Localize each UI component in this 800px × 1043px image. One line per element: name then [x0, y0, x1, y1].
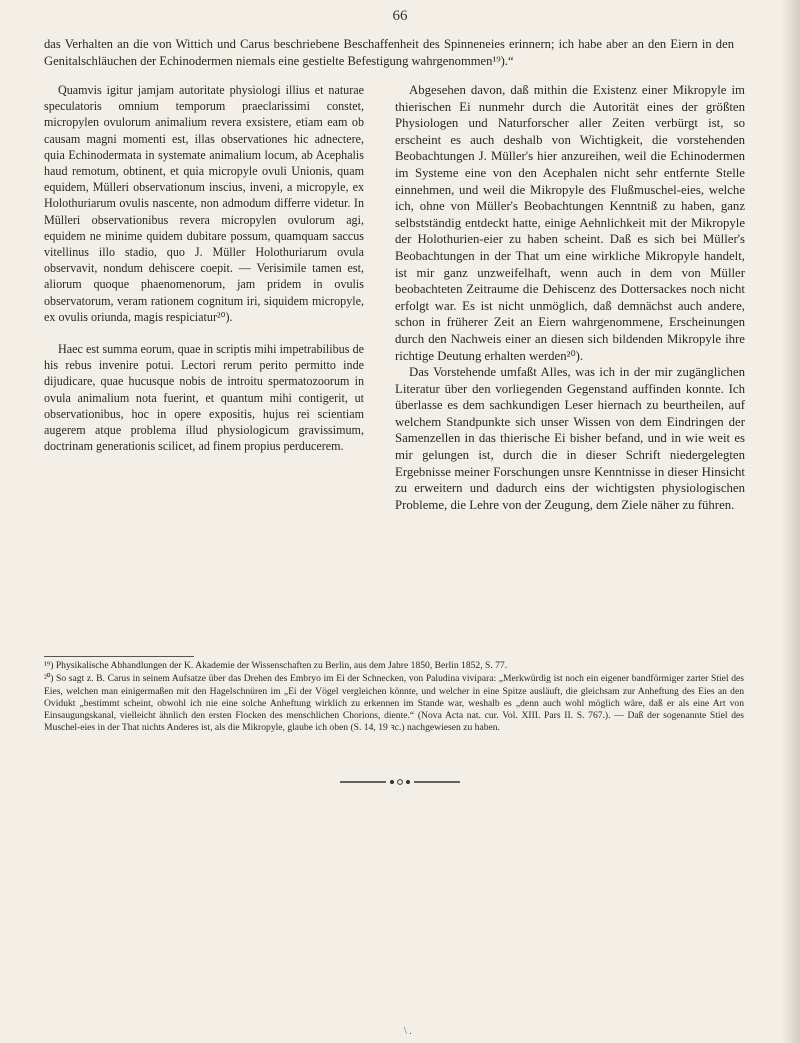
german-column	[395, 82, 745, 513]
footnote-19: ¹⁹) Physikalische Abhandlungen der K. Akademie der Wissenschaften zu Berlin, aus dem Jahre 1850, Berlin 1852, S. 77.	[44, 660, 508, 671]
ornamental-divider	[340, 779, 460, 785]
latin-paragraph-1: Quamvis igitur jamjam autoritate physiologi illius et naturae speculatoris omnium temporum praeclarissimi constet, micropylen ovulorum animalium revera exsistere, etiam eam ob causam magni momenti est, illas observationes hic adnectere, quia Echinodermata in systemate animalium locum, ab Acephalis haud remotum, obtinent, et quia micropyle ovuli Unionis, quam equidem, Mülleri observationum inscius, inveni, a micropyle, ex Holothuriarum ovulis nascente, non admodum differre videtur. In Mülleri observationibus revera micropylen ovulorum agi, equidem ne minime quidem dubitare possum, quamquam saccus vitellinus illo stadio, quo J. Müller Holothuriarum ovula observavit, nondum dehiscere coepit. — Verisimile tamen est, aliorum quoque phaenomenorum, jam pridem in ovulis observatorum, veram rationem cognitum iri, siquidem micropyle, ex ovulis oriunda, magis respiciatur²⁰).	[44, 83, 364, 324]
latin-column	[44, 82, 364, 454]
stray-mark: \ .	[404, 1026, 412, 1037]
footnote-rule	[44, 656, 194, 657]
german-paragraph-1: Abgesehen davon, daß mithin die Existenz einer Mikropyle im thierischen Ei nunmehr durch die Autorität eines der größten Physiologen und Naturforscher aller Zeiten verbürgt ist, so erscheint es auch deshalb von Wichtigkeit, die vorstehenden Beobachtungen J. Müller's hier anzureihen, weil die Echinodermen im Systeme eine von den Acephalen nicht sehr entfernte Stelle einnehmen, und weil die Mikropyle des Flußmuschel-eies, welche ich, ohne von Müller's Beobachtungen Kenntniß zu haben, ganz selbstständig entdeckt hatte, einige Aehnlichkeit mit der Mikropyle der Holothurien-eier zu haben scheint. Daß es sich bei Müller's Beobachtungen in der That um eine wirkliche Mikropyle handelt, ist mir ganz unzweifelhaft, wenn auch in dem von Müller beobachteten Zeitraume die Dehiscenz des Dottersackes noch nicht erfolgt war. Es ist nicht unmöglich, daß demnächst auch andere, schon in früherer Zeit an Eiern wahrgenommene, Erscheinungen durch den Nachweis einer an diesen sich bildenden Mikropyle ihre richtige Deutung erhalten werden²⁰).	[395, 83, 745, 363]
page-edge-shadow	[782, 0, 800, 1043]
page-number: 66	[392, 8, 408, 24]
footnotes	[44, 660, 744, 736]
german-paragraph-2: Das Vorstehende umfaßt Alles, was ich in der mir zugänglichen Literatur über den vorliegenden Gegenstand auffinden konnte. Ich überlasse es dem sachkundigen Leser hiernach zu beurtheilen, auf welchem Standpunkte sich unser Wissen von dem Eindringen der Samenzellen in das thierische Ei bisher befand, und in wie weit es mir gelungen ist, durch die in dieser Schrift niedergelegten Ergebnisse meiner Forschungen unsre Kenntnisse in dieser Hinsicht zu erweitern und dadurch eins der wichtigsten physiologischen Probleme, die Lehre von der Zeugung, dem Ziele näher zu führen.	[395, 365, 745, 512]
footnote-20: ²⁰) So sagt z. B. Carus in seinem Aufsatze über das Drehen des Embryo im Ei der Schnecken, von Paludina vivipara: „Merkwürdig ist noch ein eigener bandförmiger zarter Stiel des Eies, welchen man einigermaßen mit den Hagelschnüren im „Ei der Vögel vergleichen könnte, und welcher in eine Spitze ausläuft, die gleichsam zur Anheftung des Eies an den Ovidukt „bestimmt scheint, obwohl ich nie eine solche Anheftung wirklich zu erkennen im Stande war, weshalb es „denn auch wohl möglich wäre, daß er als eine Art von Einsaugungskanal, vielleicht ähnlich den ersten Flocken des menschlichen Chorions, diente.“ (Nova Acta nat. cur. Vol. XIII. Pars II. S. 767.). — Daß der sogenannte Stiel des Muschel-eies in der That nichts Anderes ist, als die Mikropyle, glaube ich oben (S. 14, 19 ꝛc.) nachgewiesen zu haben.	[44, 673, 744, 734]
intro-paragraph: das Verhalten an die von Wittich und Carus beschriebene Beschaffenheit des Spinneneies erinnern; ich habe aber an den Eiern in den Genitalschläuchen der Echinodermen niemals eine gestielte Befestigung wahrgenommen¹⁹).“	[44, 37, 734, 68]
latin-paragraph-2: Haec est summa eorum, quae in scriptis mihi impetrabilibus de his rebus invenire potui. Lectori rerum perito permitto inde dijudicare, quae hucusque nobis de introitu spermatozoorum in ovula animalium nota fuerint, et quantum mihi contigerit, ut observationibus, hoc in opere expositis, hujus rei scientiam augerem atque problema illud physiologicum gravissimum, doctrinam generationis scilicet, ad finem propius perducerem.	[44, 342, 364, 454]
